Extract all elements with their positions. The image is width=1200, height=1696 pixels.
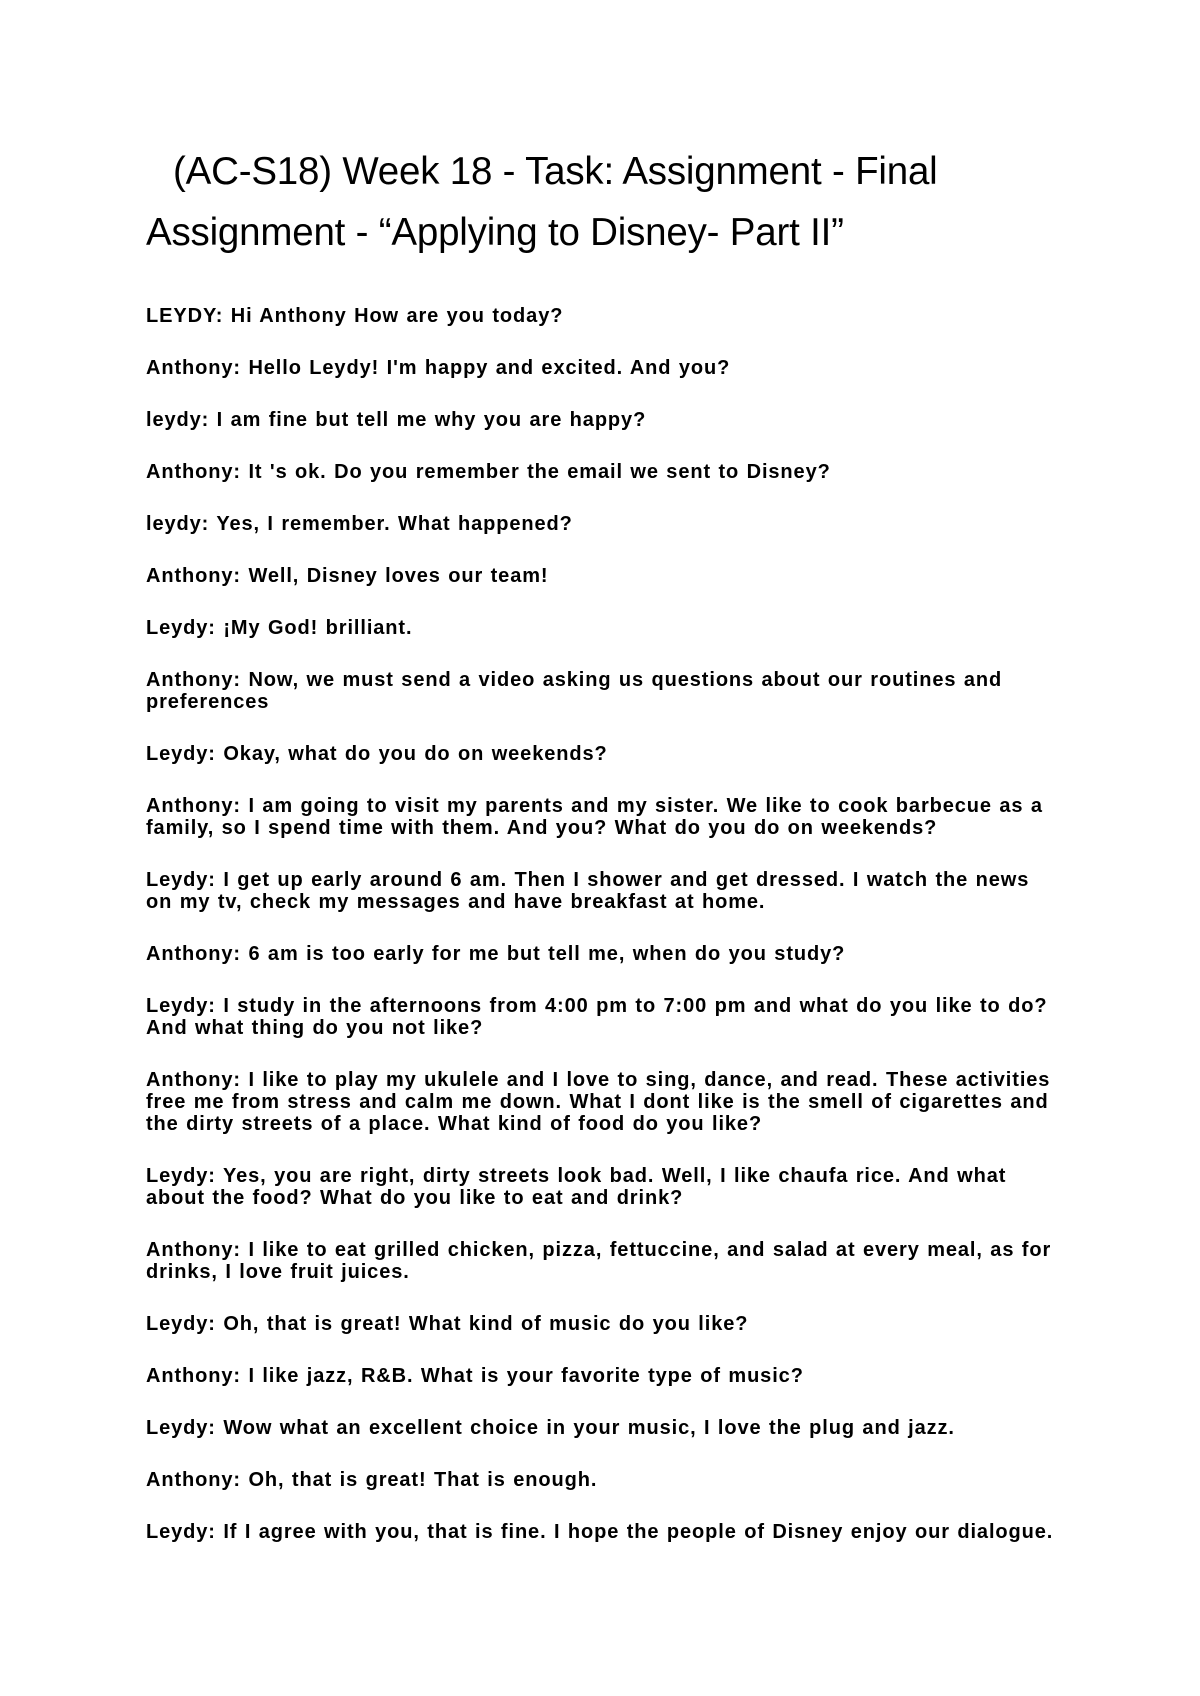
document-title — [146, 141, 1046, 263]
speaker-name: Leydy: — [146, 869, 216, 891]
speaker-name: Anthony: — [146, 1239, 241, 1261]
dialogue-text: I like to eat grilled chicken, pizza, fettuccine, and salad at every meal, as for drinks, I love fruit juices. — [146, 1239, 1052, 1283]
dialogue-text: Wow what an excellent choice in your music, I love the plug and jazz. — [223, 1417, 955, 1439]
dialogue-turn — [146, 305, 1056, 327]
dialogue-turn — [146, 1417, 1056, 1439]
dialogue-turn — [146, 1469, 1056, 1491]
dialogue-text: I study in the afternoons from 4:00 pm to 7:00 pm and what do you like to do? And what thing do you not like? — [146, 995, 1048, 1039]
speaker-name: Anthony: — [146, 795, 241, 817]
dialogue-turn — [146, 1365, 1056, 1387]
speaker-name: Leydy: — [146, 1521, 216, 1543]
speaker-name: Leydy: — [146, 1165, 216, 1187]
dialogue-turn — [146, 513, 1056, 535]
dialogue-turn — [146, 461, 1056, 483]
speaker-name: Leydy: — [146, 1417, 216, 1439]
dialogue-text: It 's ok. Do you remember the email we sent to Disney? — [248, 461, 831, 483]
speaker-name: Anthony: — [146, 1469, 241, 1491]
dialogue-list — [146, 305, 1056, 1573]
document-title-line-2: Assignment - “Applying to Disney- Part II” — [146, 211, 844, 254]
dialogue-turn — [146, 869, 1056, 913]
dialogue-text: I am going to visit my parents and my sister. We like to cook barbecue as a family, so I spend time with them. And you? What do you do on weekends? — [146, 795, 1043, 839]
dialogue-turn — [146, 409, 1056, 431]
speaker-name: Anthony: — [146, 461, 241, 483]
dialogue-turn — [146, 617, 1056, 639]
dialogue-turn — [146, 995, 1056, 1039]
speaker-name: Anthony: — [146, 357, 241, 379]
speaker-name: Anthony: — [146, 943, 241, 965]
dialogue-turn — [146, 1521, 1056, 1543]
dialogue-text: I get up early around 6 am. Then I shower and get dressed. I watch the news on my tv, check my messages and have breakfast at home. — [146, 869, 1030, 913]
dialogue-text: Oh, that is great! What kind of music do you like? — [223, 1313, 749, 1335]
dialogue-text: Hello Leydy! I'm happy and excited. And you? — [248, 357, 731, 379]
speaker-name: leydy: — [146, 513, 210, 535]
dialogue-turn — [146, 357, 1056, 379]
dialogue-turn — [146, 943, 1056, 965]
speaker-name: Anthony: — [146, 1365, 241, 1387]
speaker-name: Leydy: — [146, 995, 216, 1017]
dialogue-text: I am fine but tell me why you are happy? — [216, 409, 647, 431]
dialogue-turn — [146, 743, 1056, 765]
dialogue-turn — [146, 1165, 1056, 1209]
speaker-name: Leydy: — [146, 743, 216, 765]
speaker-name: leydy: — [146, 409, 210, 431]
dialogue-text: If I agree with you, that is fine. I hope the people of Disney enjoy our dialogue. — [223, 1521, 1054, 1543]
document-title-line-1: (AC-S18) Week 18 - Task: Assignment - Final — [173, 150, 938, 193]
dialogue-turn — [146, 669, 1056, 713]
dialogue-turn — [146, 1239, 1056, 1283]
dialogue-text: Hi Anthony How are you today? — [230, 305, 564, 327]
dialogue-turn — [146, 565, 1056, 587]
speaker-name: Leydy: — [146, 617, 216, 639]
dialogue-turn — [146, 795, 1056, 839]
dialogue-text: Yes, you are right, dirty streets look bad. Well, I like chaufa rice. And what about the food? What do you like to eat and drink? — [146, 1165, 1007, 1209]
dialogue-text: ¡My God! brilliant. — [223, 617, 413, 639]
dialogue-turn — [146, 1313, 1056, 1335]
dialogue-text: Well, Disney loves our team! — [248, 565, 549, 587]
dialogue-text: I like to play my ukulele and I love to sing, dance, and read. These activities free me from stress and calm me down. What I dont like is the smell of cigarettes and the dirty streets of a place. What kind of food do you like? — [146, 1069, 1051, 1135]
dialogue-text: Okay, what do you do on weekends? — [223, 743, 608, 765]
speaker-name: Anthony: — [146, 669, 241, 691]
dialogue-text: I like jazz, R&B. What is your favorite type of music? — [248, 1365, 804, 1387]
speaker-name: Leydy: — [146, 1313, 216, 1335]
dialogue-text: Oh, that is great! That is enough. — [248, 1469, 598, 1491]
dialogue-text: Yes, I remember. What happened? — [216, 513, 573, 535]
speaker-name: LEYDY: — [146, 305, 224, 327]
dialogue-text: Now, we must send a video asking us questions about our routines and preferences — [146, 669, 1003, 713]
speaker-name: Anthony: — [146, 565, 241, 587]
dialogue-text: 6 am is too early for me but tell me, when do you study? — [248, 943, 846, 965]
dialogue-turn — [146, 1069, 1056, 1135]
speaker-name: Anthony: — [146, 1069, 241, 1091]
